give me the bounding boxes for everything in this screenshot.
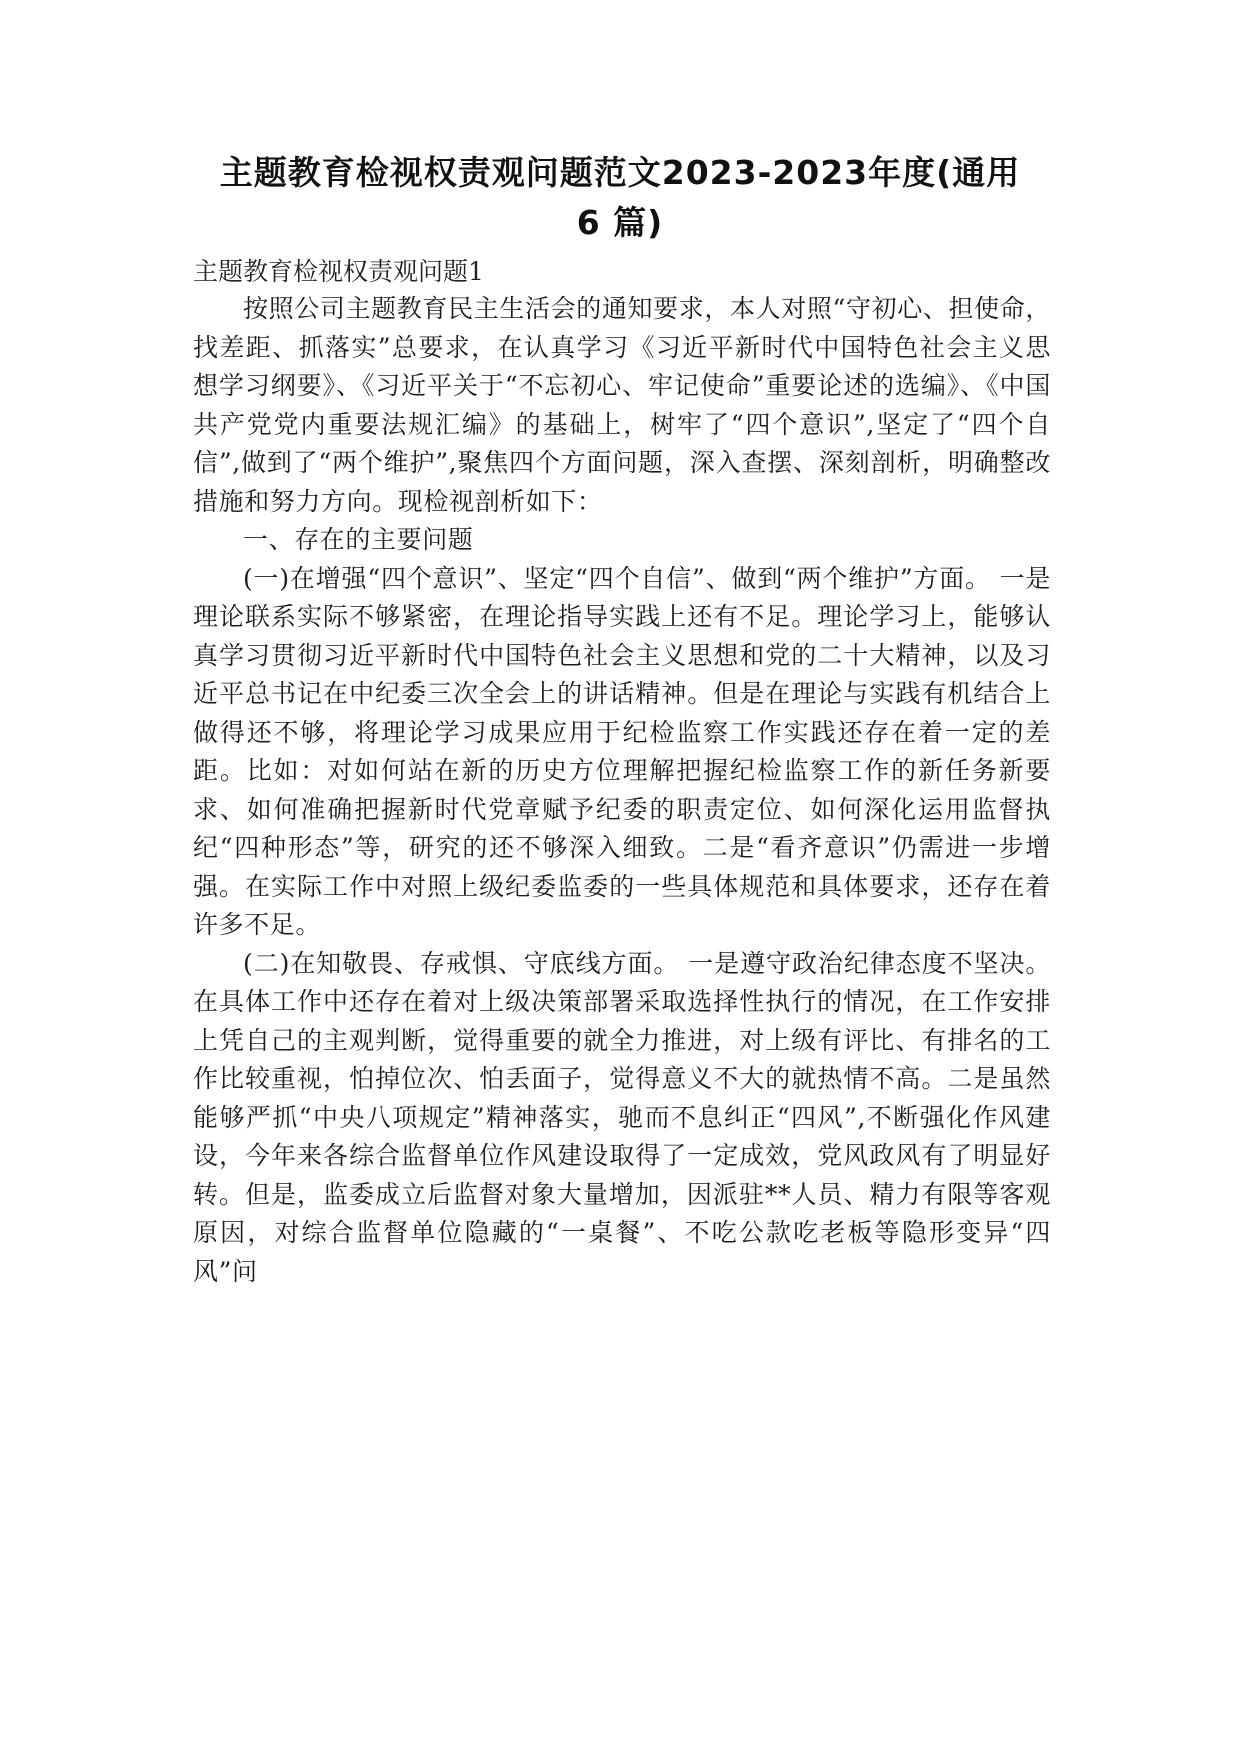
document-body	[193, 290, 1051, 1291]
title-line-1: 主题教育检视权责观问题范文2023-2023年度(通用	[219, 153, 1021, 192]
paragraph-intro: 按照公司主题教育民主生活会的通知要求，本人对照“守初心、担使命，找差距、抓落实”总要求，在认真学习《习近平新时代中国特色社会主义思想学习纲要》、《习近平关于“不忘初心、牢记使命”重要论述的选编》、《中国共产党党内重要法规汇编》的基础上，树牢了“四个意识”,坚定了“四个自信”,做到了“两个维护”,聚焦四个方面问题，深入查摆、深刻剖析，明确整改措施和努力方向。现检视剖析如下：	[193, 294, 1051, 516]
paragraph-item-2: (二)在知敬畏、存戒惧、守底线方面。 一是遵守政治纪律态度不坚决。在具体工作中还存在着对上级决策部署采取选择性执行的情况，在工作安排上凭自己的主观判断，觉得重要的就全力推进，对上级有评比、有排名的工作比较重视，怕掉位次、怕丢面子，觉得意义不大的就热情不高。二是虽然能够严抓“中央八项规定”精神落实，驰而不息纠正“四风”,不断强化作风建设，今年来各综合监督单位作风建设取得了一定成效，党风政风有了明显好转。但是，监委成立后监督对象大量增加，因派驻**人员、精力有限等客观原因，对综合监督单位隐藏的“一桌餐”、不吃公款吃老板等隐形变异“四风”问	[193, 948, 1051, 1286]
section-subtitle: 主题教育检视权责观问题1	[193, 257, 484, 286]
section-heading: 一、存在的主要问题	[243, 525, 474, 554]
document-title	[190, 148, 1050, 248]
title-line-2: 6 篇)	[576, 203, 664, 242]
paragraph-item-1: (一)在增强“四个意识”、坚定“四个自信”、做到“两个维护”方面。 一是理论联系实际不够紧密，在理论指导实践上还有不足。理论学习上，能够认真学习贯彻习近平新时代中国特色社会主义思想和党的二十大精神，以及习近平总书记在中纪委三次全会上的讲话精神。但是在理论与实践有机结合上做得还不够，将理论学习成果应用于纪检监察工作实践还存在着一定的差距。比如：对如何站在新的历史方位理解把握纪检监察工作的新任务新要求、如何准确把握新时代党章赋予纪委的职责定位、如何深化运用监督执纪“四种形态”等，研究的还不够深入细致。二是“看齐意识”仍需进一步增强。在实际工作中对照上级纪委监委的一些具体规范和具体要求，还存在着许多不足。	[193, 563, 1051, 939]
